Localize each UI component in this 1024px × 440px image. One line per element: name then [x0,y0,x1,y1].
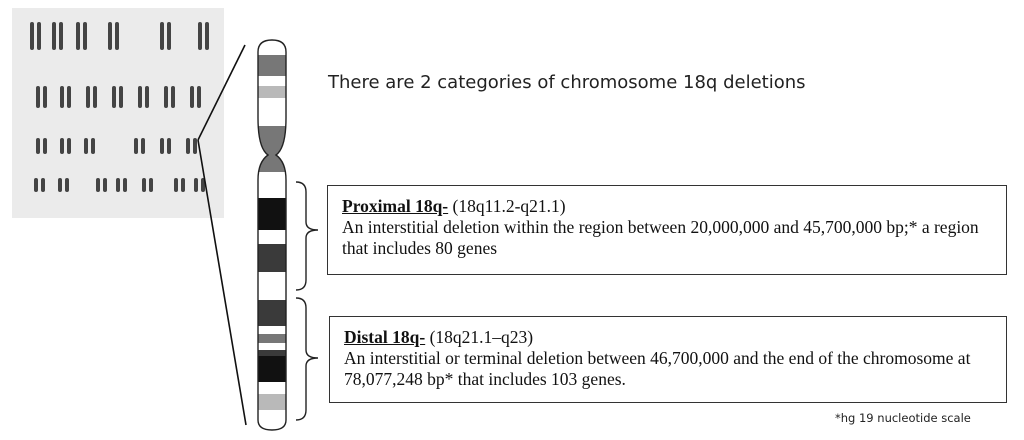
headline: There are 2 categories of chromosome 18q deletions [328,72,806,93]
brace-distal [296,298,318,420]
category-description: An interstitial deletion within the region between 20,000,000 and 45,700,000 bp;* a region that includes 80 genes [342,217,979,258]
category-region: (18q21.1–q23) [429,327,534,347]
brace-proximal [296,182,318,290]
category-name: Proximal 18q- [342,196,449,216]
category-description: An interstitial or terminal deletion between 46,700,000 and the end of the chromosome at 78,077,248 bp* that includes 103 genes. [344,348,971,389]
footnote: *hg 19 nucleotide scale [835,411,971,425]
category-region: (18q11.2-q21.1) [452,196,566,216]
category-name: Distal 18q- [344,327,426,347]
proximal-deletion-box [327,185,1007,275]
distal-deletion-box [329,316,1007,403]
region-braces [0,0,330,440]
